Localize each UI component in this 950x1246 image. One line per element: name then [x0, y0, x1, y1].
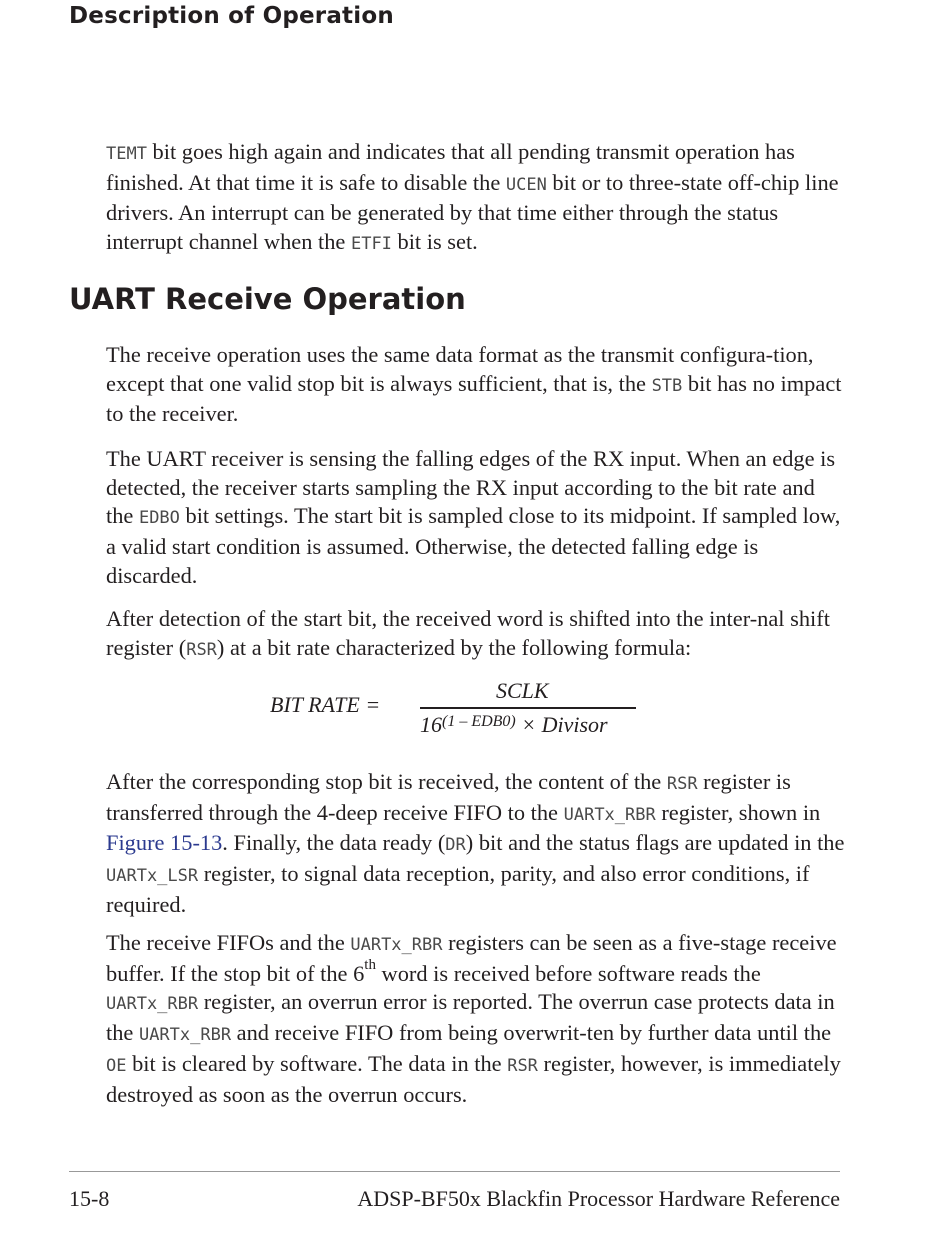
text: and receive FIFO from being overwrit-ten by further data until the [231, 1020, 832, 1046]
text: register, shown in [655, 799, 821, 825]
text: bit has no impact to the receiver. [106, 370, 842, 427]
paragraph-shift-register [106, 605, 846, 664]
footer-rule [69, 1171, 840, 1172]
register-rsr: RSR [507, 1055, 538, 1076]
text: bit or to three-state off-chip line drivers. An interrupt can be generated by that time either through the status interrupt channel when the [106, 169, 839, 255]
text: The receive FIFOs and the [106, 930, 351, 955]
den-base: 16 [420, 712, 442, 737]
text: bit is cleared by software. The data in the [126, 1050, 508, 1076]
register-edbo: EDBO [138, 508, 180, 529]
text: The receive operation uses the same data format as the transmit configura-tion, except that one valid stop bit is always sufficient, that is, the [106, 342, 814, 396]
paragraph-receive-format [106, 341, 846, 429]
running-head: Description of Operation [69, 3, 394, 29]
text: After the corresponding stop bit is received, the content of the [106, 769, 667, 794]
text: . Finally, the data ready ( [222, 830, 446, 856]
text: word is received before software reads the [375, 960, 761, 986]
register-oe: OE [106, 1055, 127, 1076]
register-stb: STB [651, 375, 683, 396]
text: register, however, is immediately destroyed as soon as the overrun occurs. [106, 1050, 841, 1107]
register-uartx-lsr: UARTx_LSR [106, 866, 199, 887]
book-title: ADSP-BF50x Blackfin Processor Hardware Reference [357, 1186, 840, 1211]
text: register, an overrun error is reported. The overrun case protects data in the [106, 989, 835, 1046]
register-ucen: UCEN [505, 174, 547, 195]
figure-link[interactable]: Figure 15-13 [106, 830, 223, 856]
text: bit is set. [391, 229, 478, 255]
paragraph-receive-fifos [106, 929, 846, 1109]
register-uartx-rbr: UARTx_RBR [563, 804, 656, 825]
text: registers can be seen as a five-stage receive buffer. If the stop bit of the 6 [106, 930, 837, 986]
fraction-bar [420, 707, 636, 709]
superscript: th [364, 957, 376, 974]
register-temt: TEMT [106, 144, 147, 164]
register-uartx-rbr: UARTx_RBR [350, 935, 443, 955]
page-number: 15-8 [69, 1186, 110, 1211]
text: bit settings. The start bit is sampled close to its midpoint. If sampled low, a valid start condition is assumed. Otherwise, the detected falling edge is discarded. [106, 503, 841, 588]
den-exponent: (1 – EDB0) [442, 713, 516, 730]
den-rest: × Divisor [515, 712, 608, 737]
paragraph-stop-bit [106, 768, 846, 920]
formula-numerator: SCLK [496, 678, 549, 703]
register-rsr: RSR [186, 639, 217, 660]
text: register is transferred through the 4-deep receive FIFO to the [106, 769, 791, 825]
text: bit goes high again and indicates that all pending transmit operation has finished. At that time it is safe to disable the [106, 139, 795, 195]
text: The UART receiver is sensing the falling edges of the RX input. When an edge is detected, the receiver starts sampling the RX input according to the bit rate and the [106, 446, 836, 529]
formula-lhs: BIT RATE = [270, 692, 381, 717]
paragraph-temt [106, 138, 846, 259]
register-etfi: ETFI [350, 234, 392, 255]
register-uartx-rbr: UARTx_RBR [138, 1025, 232, 1046]
text: ) bit and the status flags are updated in the [465, 830, 845, 856]
formula-denominator [420, 712, 608, 738]
text: ) at a bit rate characterized by the following formula: [216, 634, 692, 660]
register-rsr: RSR [666, 774, 698, 794]
register-uartx-rbr: UARTx_RBR [106, 994, 199, 1015]
text: register, to signal data reception, parity, and also error conditions, if required. [106, 861, 810, 917]
paragraph-receiver-sensing [106, 445, 846, 591]
section-title: UART Receive Operation [69, 282, 466, 316]
register-dr: DR [445, 835, 466, 856]
text: After detection of the start bit, the received word is shifted into the inter-nal shift register ( [106, 606, 830, 660]
